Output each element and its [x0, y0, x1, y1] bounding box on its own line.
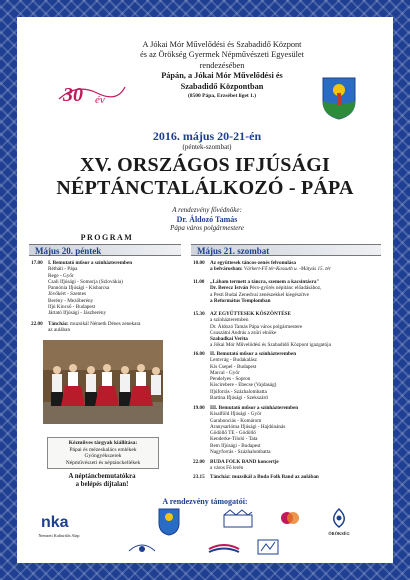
event-line: Ifjúforrás - Százhalombatta — [210, 388, 267, 395]
event-title: Az együttesek táncos-zenés felvonulása — [210, 260, 297, 266]
ministry-logo-icon — [127, 539, 157, 555]
event-line: a Jókai Mór Művelődési és Szabadidő Központ igazgatója — [210, 342, 331, 349]
page-title-line2: NÉPTÁNCTALÁLKOZÓ - PÁPA — [56, 177, 354, 199]
event-title: „Lábam termett a táncra, szemem a kacsintásra" — [210, 279, 320, 285]
day1-event — [31, 321, 181, 334]
event-time: 10.00 — [193, 260, 205, 266]
event-line: Kisalföld Ifjúsági - Győr — [210, 411, 262, 418]
arts-logo-icon — [279, 509, 301, 527]
event-title: AZ EGYÜTTESEK KÖSZÖNTÉSE — [210, 311, 292, 317]
event-line: az aulában — [48, 327, 71, 334]
event-title: Táncház: — [210, 474, 231, 480]
patron-role: Pápa város polgármestere — [170, 224, 244, 232]
event-time: 23.15 — [193, 474, 205, 480]
event-title: II. Bemutató műsor a színházteremben — [210, 351, 297, 357]
event-time: 19.00 — [193, 405, 205, 411]
orokseg-label: ÖRÖKSÉG — [328, 531, 350, 536]
day1-event — [31, 260, 181, 317]
event-line: Szabadkai Verita — [210, 336, 248, 343]
day2-event — [193, 279, 383, 304]
event-line: Jártató Ifjúsági - Jászberény — [48, 310, 107, 317]
venue-address: (8500 Pápa, Erzsébet liget 1.) — [187, 93, 257, 100]
event-line: Aranysarlóma Ifjúsági - Hajdúnánás — [210, 423, 286, 430]
event-line: Várkert-Fő tér-Kossuth u. -Mátyás 15. tér — [243, 266, 331, 273]
svg-text:nka: nka — [41, 514, 69, 531]
event-title: BUDA FOLK BAND koncertje — [210, 459, 279, 465]
day2-event — [193, 260, 383, 273]
event-time: 16.00 — [193, 351, 205, 357]
event-line: Dr. Áldozó Tamás Pápa város polgármestere — [210, 323, 303, 330]
venue-line: Pápán, a Jókai Mór Művelődési és — [161, 71, 283, 81]
event-line: Kis Csepel - Budapest — [210, 363, 257, 370]
event-line: a Pesti Budai Zenedvai zenészekkel kiegészítve — [210, 291, 309, 298]
invite-line: A néptáncbemutatókra — [68, 473, 136, 480]
event-days: (péntek-szombat) — [182, 143, 232, 151]
event-time: 15.30 — [193, 311, 205, 317]
event-time: 22.00 — [193, 459, 205, 465]
anniversary-number: 30 — [63, 84, 83, 106]
poster — [17, 17, 393, 563]
event-title: Táncház: — [48, 321, 69, 327]
anniversary-logo — [57, 79, 127, 107]
event-line: Dr. Berecz István — [210, 285, 249, 292]
event-line: Berény - Mezőberény — [48, 297, 94, 304]
event-line: a színházteremben — [210, 317, 249, 324]
program-label: PROGRAM — [80, 233, 134, 242]
organizer-line: és az Örökség Gyermek Népművészeti Egyesület — [140, 50, 304, 60]
day2-event — [193, 459, 383, 472]
day2-event — [193, 405, 383, 455]
craft-line: Gyöngyékszerek — [84, 453, 122, 460]
event-line: Rétháti - Pápa — [48, 266, 78, 273]
day2-header: Május 21. szombat — [191, 244, 381, 256]
event-time: 11.00 — [193, 279, 205, 285]
event-detail: muzsikál a Buda Folk Band az aulában — [232, 474, 319, 480]
sponsors-header: A rendezvény támogatói: — [162, 497, 248, 506]
nka-logo-icon — [39, 509, 79, 533]
municipality-crest-icon — [157, 507, 181, 537]
event-line: Kiscirebere - Ebecse (Vajdaság) — [210, 382, 277, 389]
page-title-line1: XV. ORSZÁGOS IFJÚSÁGI — [79, 154, 330, 176]
event-line: Pécs-győrés népitánc előadásához, — [249, 285, 322, 292]
event-line: Bem Ifjúsági - Budapest — [210, 442, 261, 449]
anniversary-suffix: év — [95, 94, 105, 106]
event-line: Ifjú Kincső - Budapest — [48, 304, 96, 311]
dance-photo — [43, 340, 163, 424]
city-crest-icon — [320, 75, 358, 121]
craft-title: Kézműves tárgyak kiállítása: — [68, 440, 138, 446]
day1-header: Május 20. péntek — [29, 244, 181, 256]
venue-line: Szabadidő Központban — [180, 81, 264, 91]
castle-logo-icon — [222, 509, 254, 529]
patron-label: A rendezvény fővédnöke: — [172, 206, 242, 214]
organizer-line: A Jókai Mór Művelődési és Szabadidő Központ — [142, 40, 302, 49]
day2-event — [193, 474, 383, 480]
event-line: a város Fő terén — [210, 465, 244, 472]
event-line: a Református Templomban — [210, 297, 271, 304]
event-line: Nagyforrás - Százhalombatta — [210, 449, 271, 456]
patron-name: Dr. Áldozó Tamás — [176, 215, 238, 224]
event-line: Jövőkért - Szentes — [48, 291, 87, 298]
craft-exhibition-box — [47, 437, 159, 469]
craft-line: Népművészeti és néptánckellékek — [65, 459, 141, 466]
day2-event — [193, 311, 383, 349]
nka-label: Nemzeti Kulturális Alap — [38, 533, 80, 538]
craft-line: Pápai és mézeskalács emlékek — [69, 446, 137, 453]
patron-block — [87, 206, 327, 233]
event-date: 2016. május 20-21-én — [152, 129, 262, 143]
event-line: Pannónia Ifjúsági - Kisbarcsa — [48, 285, 110, 292]
event-line: a belvárosban: — [210, 266, 243, 273]
event-detail: muzsikál Németh Dénes zenekara — [70, 321, 141, 327]
event-line: Gödöllő TE - Gödöllő — [210, 430, 256, 437]
event-line: Csali Ifjúsági - Somorja (Szlovákia) — [48, 278, 123, 285]
orokseg-logo-icon — [327, 507, 351, 529]
event-time: 22.00 — [31, 321, 43, 327]
event-line: Marcal - Győr — [210, 369, 240, 376]
event-line: Garabonciás - Komárom — [210, 417, 262, 424]
event-time: 17.00 — [31, 260, 43, 266]
free-entry-note — [47, 473, 157, 490]
organizer-block — [107, 40, 337, 100]
partner-logo-icon — [255, 537, 281, 557]
event-line: Csuszátni András a zsűri elnöke — [210, 329, 277, 336]
event-line: Pendelyes - Sopron — [210, 376, 251, 383]
event-line: Kenderke-Tiloló - Tata — [210, 436, 258, 443]
event-title: I. Bemutató műsor a színházteremben — [48, 260, 133, 266]
event-line: Lemvrág - Budakalász — [210, 357, 257, 364]
media-logo-icon — [207, 539, 241, 555]
event-line: Rege - Győr — [48, 272, 74, 279]
organizer-line: rendezésében — [199, 60, 245, 70]
day2-event — [193, 351, 383, 401]
event-title: III. Bemutató műsor a színházteremben — [210, 405, 299, 411]
event-line: Bartina Ifjúsági - Szekszárd — [210, 395, 268, 402]
invite-line: a belépés díjtalan! — [75, 481, 129, 489]
